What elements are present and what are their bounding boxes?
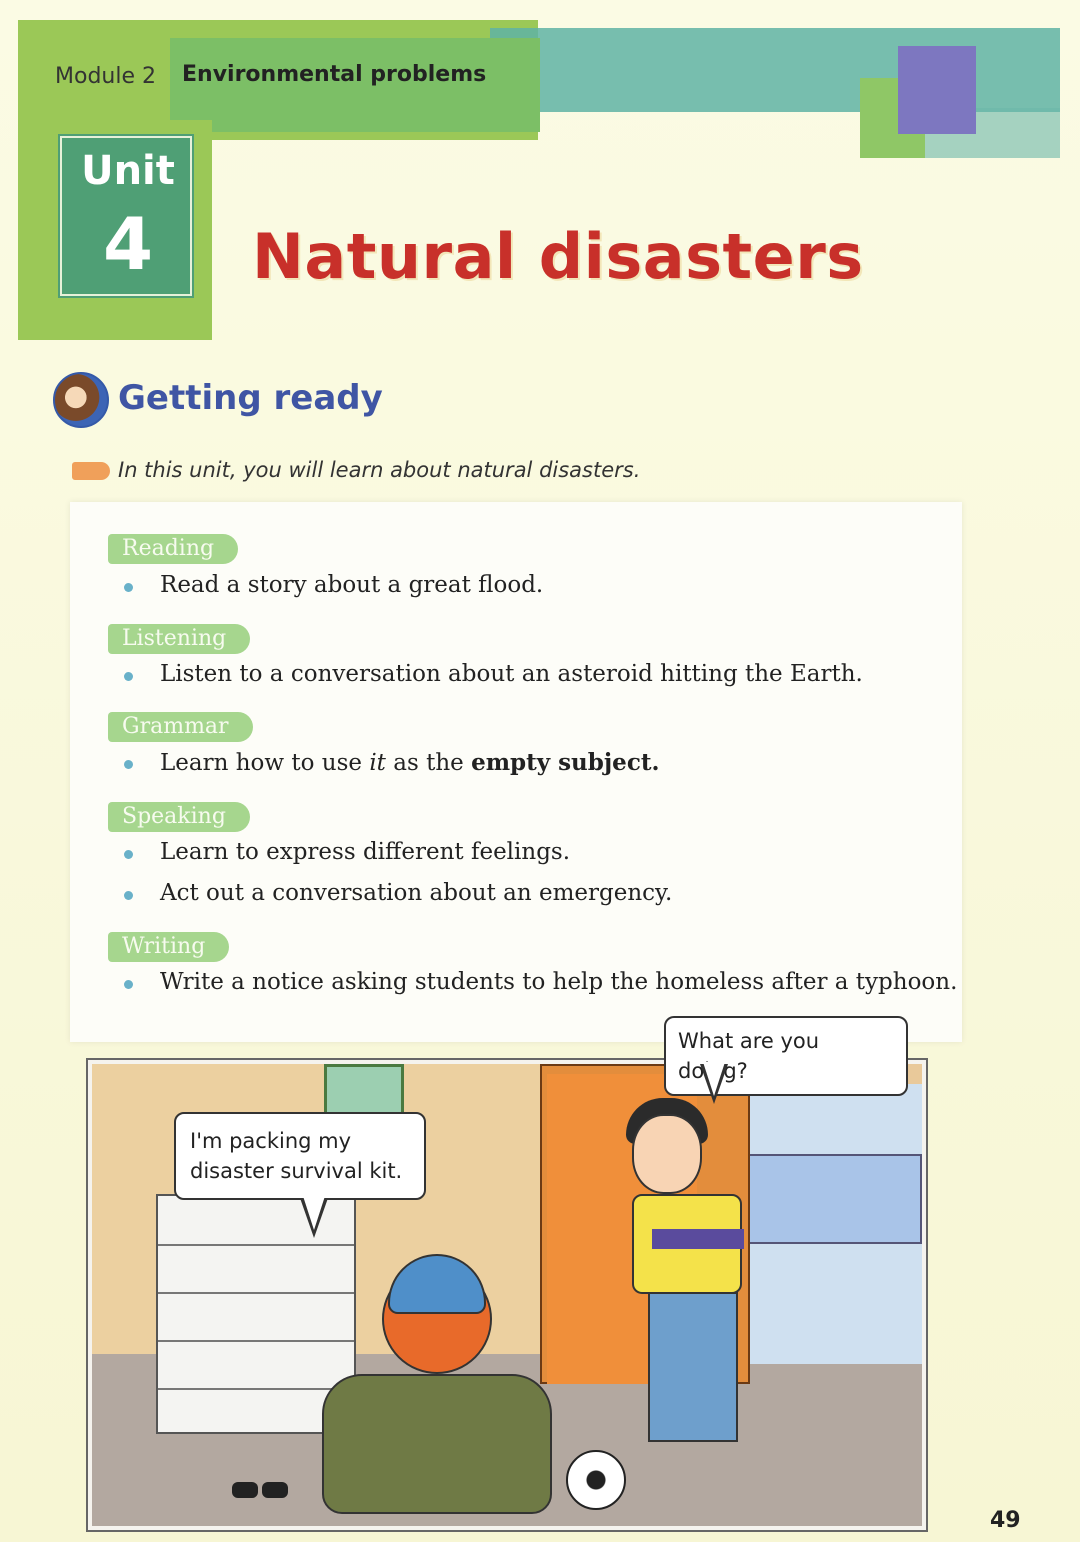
tag-listening bbox=[108, 624, 250, 654]
drawer-divider bbox=[158, 1388, 354, 1390]
tag-grammar-label: Grammar bbox=[122, 714, 229, 739]
bubble-line: What are you doing? bbox=[678, 1029, 820, 1083]
bubble-line: I'm packing my bbox=[190, 1129, 352, 1153]
tag-speaking-label: Speaking bbox=[122, 804, 226, 829]
page-title: Natural disasters bbox=[252, 220, 864, 293]
boy-character bbox=[632, 1114, 702, 1194]
section-heading: Getting ready bbox=[118, 378, 383, 418]
drawer-divider bbox=[158, 1244, 354, 1246]
module-title: Environmental problems bbox=[182, 62, 487, 87]
speech-tail-fill bbox=[303, 1196, 325, 1230]
bullet bbox=[124, 760, 133, 769]
objective-item: Learn to express different feelings. bbox=[160, 839, 571, 865]
page-number: 49 bbox=[990, 1508, 1021, 1533]
tag-reading: Reading bbox=[108, 534, 238, 564]
tag-writing bbox=[108, 932, 229, 962]
grammar-text-part2: as the bbox=[393, 750, 464, 776]
bullet bbox=[124, 672, 133, 681]
sunglasses bbox=[232, 1482, 302, 1502]
boy-shirt-stripe bbox=[652, 1229, 744, 1249]
module-label: Module 2 bbox=[55, 64, 156, 89]
bullet bbox=[124, 980, 133, 989]
objective-item: Read a story about a great flood. bbox=[160, 572, 544, 598]
tag-grammar bbox=[108, 712, 253, 742]
speech-bubble-robot bbox=[174, 1112, 426, 1200]
getting-ready-icon bbox=[53, 372, 109, 428]
tag-writing-label: Writing bbox=[122, 934, 206, 959]
drawer-divider bbox=[158, 1292, 354, 1294]
intro-text: In this unit, you will learn about natural disasters. bbox=[118, 458, 641, 482]
objectives-card bbox=[70, 502, 962, 1042]
bubble-line: disaster survival kit. bbox=[190, 1159, 403, 1183]
objective-item: Write a notice asking students to help the homeless after a typhoon. bbox=[160, 969, 958, 995]
intro-marker bbox=[72, 462, 110, 480]
duffel-bag bbox=[322, 1374, 552, 1514]
drawer-divider bbox=[158, 1340, 354, 1342]
grammar-term: empty subject. bbox=[471, 749, 660, 776]
objective-item: Listen to a conversation about an asteroid hitting the Earth. bbox=[160, 661, 863, 687]
speech-tail-fill bbox=[703, 1062, 725, 1096]
bullet bbox=[124, 891, 133, 900]
grammar-text-part1: Learn how to use bbox=[160, 750, 363, 776]
tag-listening-label: Listening bbox=[122, 626, 227, 651]
unit-number: 4 bbox=[102, 202, 154, 286]
objective-item: Act out a conversation about an emergency. bbox=[160, 880, 673, 906]
grammar-keyword-it: it bbox=[369, 750, 386, 776]
bullet bbox=[124, 850, 133, 859]
boy-jeans bbox=[648, 1292, 738, 1442]
bullet bbox=[124, 583, 133, 592]
unit-word: Unit bbox=[81, 148, 175, 194]
unit-badge bbox=[60, 136, 192, 296]
tag-speaking bbox=[108, 802, 250, 832]
soccer-ball bbox=[566, 1450, 626, 1510]
objective-item-grammar bbox=[160, 749, 659, 776]
header-accent-purple bbox=[898, 46, 976, 134]
bed bbox=[722, 1154, 922, 1244]
